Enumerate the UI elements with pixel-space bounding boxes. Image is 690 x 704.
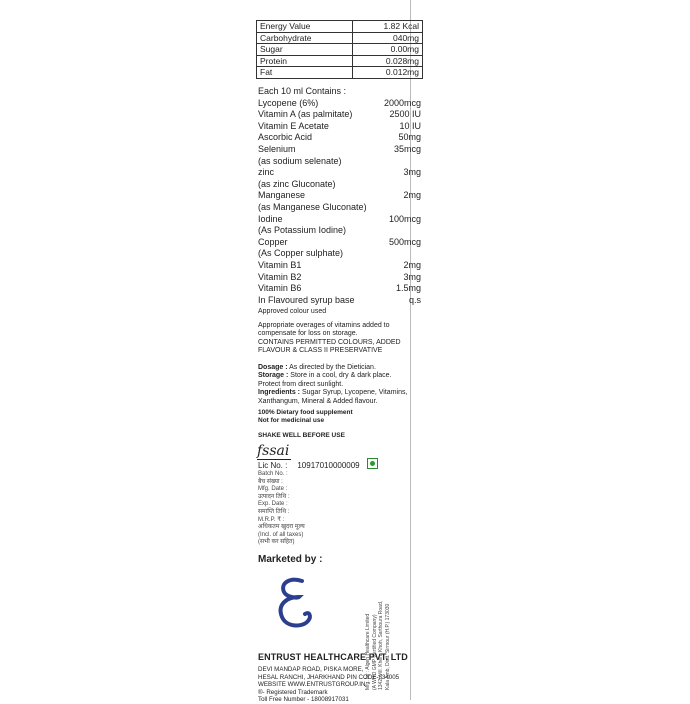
nutrition-row — [257, 32, 423, 44]
address-line: WEBSITE WWW.ENTRUSTGROUP.IN — [258, 681, 366, 688]
nutrition-table — [256, 20, 423, 79]
nutrition-row — [257, 21, 423, 33]
ingredient-name: Vitamin A (as palmitate) — [258, 109, 353, 120]
nutrient-value: 1.82 Kcal — [353, 21, 423, 33]
ingredient-amount: q.s — [408, 294, 421, 305]
storage-label: Storage : — [258, 372, 289, 380]
ingredients-label: Ingredients : — [258, 389, 301, 397]
ingredient-amount: 2000mcg — [383, 97, 421, 108]
ingredient-row — [258, 132, 423, 144]
dietary-line-2: Not for medicinal use — [258, 417, 325, 424]
storage-text: Store in a cool, dry & dark place. — [290, 372, 392, 380]
ingredient-name: (as zinc Gluconate) — [258, 178, 336, 189]
nutrient-value: 0.012mg — [353, 67, 423, 79]
nutrient-name: Energy Value — [257, 21, 353, 33]
shake-note: SHAKE WELL BEFORE USE — [258, 432, 345, 439]
ingredient-row — [258, 248, 423, 260]
ingredient-name: (as sodium selenate) — [258, 155, 342, 166]
veg-dot — [370, 461, 375, 466]
ingredient-row — [258, 225, 423, 237]
ingredient-amount: 2mg — [403, 259, 421, 270]
ingredient-amount: 10 IU — [399, 120, 421, 131]
nutrient-value: 040mg — [353, 32, 423, 44]
batch-line: उत्पादन तिथि : — [258, 493, 290, 500]
ingredient-amount: 2mg — [403, 190, 421, 201]
ingredient-amount: 2500 IU — [389, 109, 421, 120]
ingredient-name: In Flavoured syrup base — [258, 294, 355, 305]
ingredient-amount — [421, 248, 423, 260]
nutrient-name: Protein — [257, 55, 353, 67]
ingredient-row — [258, 283, 423, 295]
ingredient-row — [258, 295, 423, 307]
batch-line: अधिकतम खुदरा मूल्य — [258, 524, 305, 531]
batch-line: (सभी कर सहित) — [258, 539, 295, 546]
batch-line: M.R.P. ₹ : — [258, 516, 285, 523]
batch-line: Exp. Date : — [258, 501, 288, 508]
ingredient-row — [258, 144, 423, 156]
ingredient-amount: 500mcg — [388, 236, 421, 247]
ingredient-amount: 3mg — [403, 167, 421, 178]
company-name: ENTRUST HEALTHCARE PVT. LTD — [258, 652, 408, 662]
ingredient-amount — [421, 225, 423, 237]
ingredient-row — [258, 167, 423, 179]
ingredient-row — [258, 237, 423, 249]
fssai-underline — [257, 459, 291, 460]
ingredient-row — [258, 179, 423, 191]
protect-line: Protect from direct sunlight. — [258, 380, 344, 388]
nutrient-value: 0.00mg — [353, 44, 423, 56]
ingredient-name: Lycopene (6%) — [258, 97, 319, 108]
ingredient-name: Copper — [258, 236, 288, 247]
nutrient-value: 0.028mg — [353, 55, 423, 67]
nutrition-row — [257, 67, 423, 79]
ingredient-row — [258, 156, 423, 168]
colours-note: CONTAINS PERMITTED COLOURS, ADDED FLAVOUR & CLASS II PRESERVATIVE — [258, 338, 401, 355]
address-line: ®- Registered Trademark — [258, 688, 328, 696]
ingredients-text: Sugar Syrup, Lycopene, Vitamins, Xanthangum, Mineral & Added flavour. — [258, 389, 408, 405]
dosage-line — [258, 364, 428, 372]
manufacturer-info — [365, 560, 391, 690]
ingredient-name: Vitamin B1 — [258, 259, 302, 270]
batch-block — [258, 471, 398, 547]
marketed-by: Marketed by : — [258, 554, 323, 565]
ingredient-row — [258, 214, 423, 226]
ingredients-line — [258, 389, 428, 406]
mfg-line: (A WHO GMP Certified Company) — [371, 614, 378, 690]
directions-block — [258, 364, 428, 406]
ingredient-row — [258, 202, 423, 214]
license-line — [258, 461, 360, 471]
ingredient-row — [258, 109, 423, 121]
ingredient-name: Manganese — [258, 190, 306, 201]
ingredient-amount — [421, 202, 423, 214]
dosage-label: Dosage : — [258, 364, 288, 371]
ingredient-name: (As Copper sulphate) — [258, 248, 344, 259]
fssai-logo: fssai — [257, 443, 290, 459]
company-address — [258, 666, 418, 704]
ingredient-amount — [421, 179, 423, 191]
address-line: HESAL RANCHI, JHARKHAND PIN CODE-834005 — [258, 673, 400, 681]
batch-line: समाप्ति तिथि : — [258, 508, 290, 515]
batch-line: बैच संख्या : — [258, 478, 283, 485]
approved-colour-note: Approved colour used — [258, 308, 327, 315]
veg-symbol-icon — [367, 458, 378, 469]
batch-line: (Incl. of all taxes) — [258, 531, 304, 538]
ingredient-name: Vitamin E Acetate — [258, 120, 329, 131]
ingredients-block — [258, 86, 423, 306]
nutrient-name: Fat — [257, 67, 353, 79]
batch-line: Mfg. Date : — [258, 486, 288, 493]
ingredient-name: zinc — [258, 167, 275, 178]
mfg-line: Mfg. by : Algen Healthcare Limited — [365, 613, 371, 690]
ingredient-name: Vitamin B6 — [258, 283, 302, 294]
ingredient-amount — [421, 156, 423, 168]
ingredient-name: (As Potassium Iodine) — [258, 225, 347, 236]
mfg-line: 1342, Vill. Khera Khoh, Sarthoura Road, — [378, 600, 385, 690]
overage-note: Appropriate overages of vitamins added to compensate for loss on storage. — [258, 322, 390, 338]
license-number: 10917010000009 — [297, 461, 360, 470]
address-line: DEVI MANDAP ROAD, PISKA MORE, — [258, 666, 364, 673]
ingredient-name: Selenium — [258, 143, 296, 154]
ingredient-row — [258, 260, 423, 272]
ingredient-amount: 35mcg — [393, 143, 421, 154]
nutrient-name: Carbohydrate — [257, 32, 353, 44]
ingredient-row — [258, 272, 423, 284]
nutrition-row — [257, 55, 423, 67]
nutrient-name: Sugar — [257, 44, 353, 56]
ingredient-name: (as Manganese Gluconate) — [258, 201, 367, 212]
address-line: Toll Free Number - 18008917031 — [258, 696, 349, 703]
ingredient-name: Iodine — [258, 213, 283, 224]
ingredient-name: Vitamin B2 — [258, 271, 302, 282]
contains-heading: Each 10 ml Contains : — [258, 86, 347, 96]
ingredient-list — [258, 98, 423, 307]
nutrition-row — [257, 44, 423, 56]
company-logo-icon — [272, 575, 318, 635]
overage-block — [258, 322, 428, 356]
ingredient-amount: 3mg — [403, 271, 421, 282]
ingredient-amount: 100mcg — [388, 213, 421, 224]
ingredient-row — [258, 121, 423, 133]
ingredient-row — [258, 190, 423, 202]
ingredient-name: Ascorbic Acid — [258, 132, 313, 143]
storage-line — [258, 372, 428, 380]
dietary-block — [258, 409, 428, 425]
dosage-text: As directed by the Dietician. — [289, 364, 376, 371]
license-label: Lic No. : — [258, 461, 288, 470]
ingredient-row — [258, 98, 423, 110]
batch-line: Batch No. : — [258, 471, 288, 477]
ingredient-amount: 1.5mg — [395, 283, 421, 294]
dietary-line-1: 100% Dietary food supplement — [258, 409, 353, 416]
ingredient-amount: 50mg — [398, 132, 421, 143]
mfg-line: Kala Amb, Distt. Sirmour (H.P.) 173030 — [384, 603, 391, 690]
